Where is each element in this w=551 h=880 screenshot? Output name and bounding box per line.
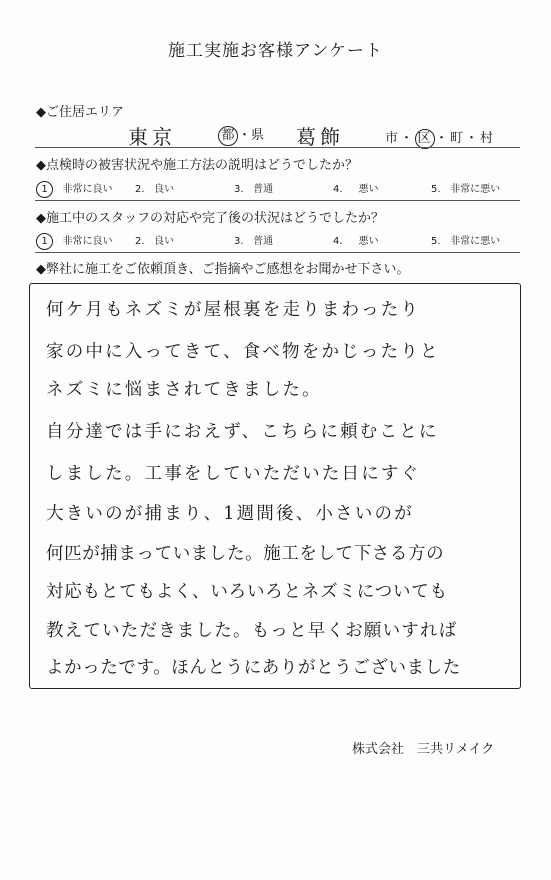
comment-line-1: 何ケ月もネズミが屋根裏を走りまわったり <box>46 300 421 320</box>
q1-option-2-num: 2. <box>135 184 145 195</box>
comment-line-4: 自分達では手におえず、こちらに頼むことに <box>46 422 439 442</box>
q2-option-2[interactable] <box>135 232 174 247</box>
q2-option-4[interactable] <box>333 232 378 247</box>
q1-option-2-label: 良い <box>154 184 175 195</box>
q2-option-3-label: 普通 <box>253 236 274 247</box>
q1-option-5-num: 5. <box>431 184 441 195</box>
residence-heading: ◆ご住居エリア <box>36 105 124 120</box>
residence-underline <box>35 147 520 148</box>
prefecture-type <box>218 124 264 146</box>
city-suffix-2: ・町・村 <box>435 131 496 146</box>
q2-option-5-num: 5. <box>431 236 441 247</box>
q2-option-1[interactable] <box>38 232 113 250</box>
q1-option-1[interactable] <box>38 180 113 198</box>
company-name: 株式会社 三共リメイク <box>352 742 495 757</box>
q1-option-4-num: 4. <box>333 184 343 195</box>
q1-option-5[interactable] <box>431 180 500 195</box>
q1-option-3-num: 3. <box>234 184 244 195</box>
q2-option-2-label: 良い <box>154 236 175 247</box>
comment-line-2: 家の中に入ってきて、食べ物をかじったりと <box>46 342 440 362</box>
comment-line-6: 大きいのが捕まり、1週間後、小さいのが <box>46 504 414 524</box>
city-value: 葛飾 <box>296 125 344 149</box>
comment-line-9: 教えていただきました。もっと早くお願いすれば <box>46 621 458 641</box>
q2-option-4-label: 悪い <box>358 236 379 247</box>
q1-option-4[interactable] <box>333 180 378 195</box>
q2-option-3-num: 3. <box>234 236 244 247</box>
comment-line-3: ネズミに悩まされてきました。 <box>46 380 322 400</box>
q2-option-5-label: 非常に悪い <box>450 236 501 247</box>
q2-options <box>38 232 528 250</box>
q1-option-2[interactable] <box>135 180 174 195</box>
comment-line-5: しました。工事をしていただいた日にすぐ <box>46 464 421 484</box>
q2-option-1-label: 非常に良い <box>62 236 113 247</box>
city-selected: 区 <box>415 129 435 149</box>
q1-underline <box>35 200 520 201</box>
city-suffix-1: 市・ <box>385 131 416 146</box>
q2-option-4-num: 4. <box>333 236 343 247</box>
q2-underline <box>35 252 520 253</box>
q1-option-3[interactable] <box>234 180 273 195</box>
prefecture-selected: 都 <box>218 126 238 146</box>
q1-heading: ◆点検時の被害状況や施工方法の説明はどうでしたか？ <box>36 158 358 173</box>
comment-line-8: 対応もとてもよく、いろいろとネズミについても <box>46 582 448 602</box>
q2-option-3[interactable] <box>234 232 273 247</box>
prefecture-other: ・県 <box>238 128 265 143</box>
comment-line-10: よかったです。ほんとうにありがとうございました <box>46 658 461 678</box>
q1-option-5-label: 非常に悪い <box>450 184 501 195</box>
comment-line-7: 何匹が捕まっていました。施工をして下さる方の <box>46 544 445 564</box>
q3-heading: ◆弊社に施工をご依頼頂き、ご指摘やご感想をお聞かせ下さい。 <box>36 262 410 277</box>
q1-selected-circle: 1 <box>36 181 53 198</box>
q2-option-5[interactable] <box>431 232 500 247</box>
q1-option-1-label: 非常に良い <box>62 184 113 195</box>
q2-selected-circle: 1 <box>36 233 53 250</box>
q1-options <box>38 180 528 198</box>
q2-option-2-num: 2. <box>135 236 145 247</box>
survey-title: 施工実施お客様アンケート <box>168 41 383 61</box>
city-type <box>385 127 495 149</box>
q2-heading: ◆施工中のスタッフの対応や完了後の状況はどうでしたか？ <box>36 211 384 226</box>
q1-option-3-label: 普通 <box>253 184 274 195</box>
q1-option-4-label: 悪い <box>358 184 379 195</box>
prefecture-value: 東京 <box>128 125 176 149</box>
